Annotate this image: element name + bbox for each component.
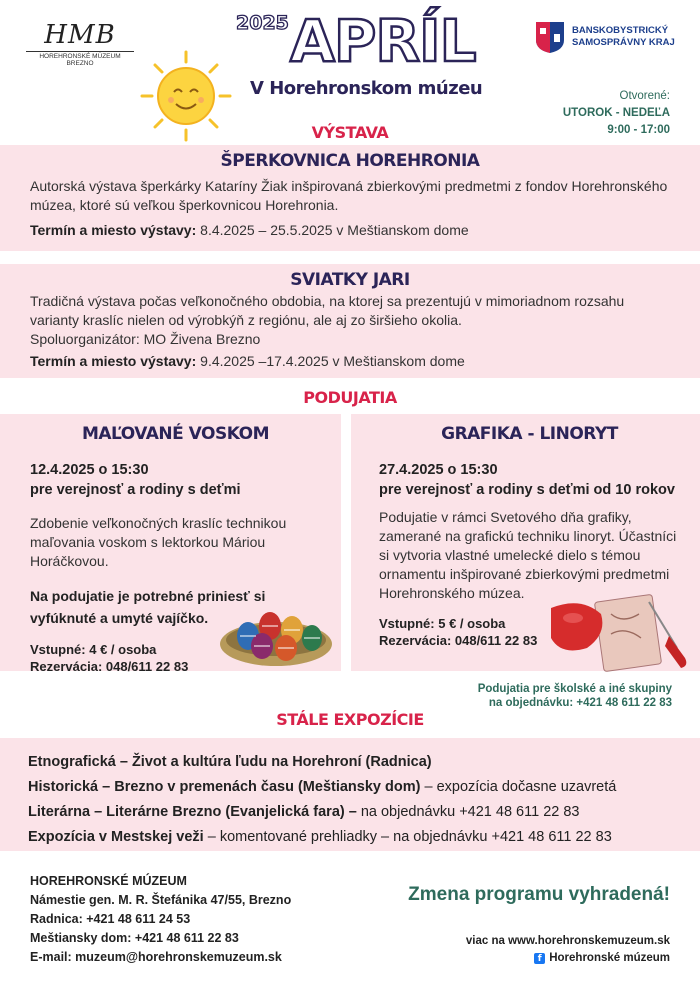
event-description: Podujatie v rámci Svetového dňa grafiky, zamerané na grafickú techniku linoryt. Účastníci si vytvoria vlastné umelecké dielo s témou ornamentu inšpirované zbierkovými predmetmi Horehronského múzea.	[379, 509, 677, 601]
phone-radnica: Radnica: +421 48 611 24 53	[30, 912, 191, 926]
month-title: APRÍL	[290, 7, 476, 75]
group-bookings-note	[478, 682, 672, 710]
event-note: Na podujatie je potrebné priniesť si vyfúknuté a umyté vajíčko.	[30, 588, 266, 626]
section-title-exhibition: VÝSTAVA	[311, 123, 389, 142]
section-title-permanent: STÁLE EXPOZÍCIE	[276, 710, 424, 729]
exhibition-card	[0, 145, 700, 251]
event-audience: pre verejnosť a rodiny s deťmi od 10 rokov	[379, 482, 675, 498]
event-reservation: Rezervácia: 048/611 22 83	[30, 659, 189, 674]
phone-mestiansky: Meštiansky dom: +421 48 611 22 83	[30, 931, 239, 945]
permanent-row-title: Expozícia v Mestskej veži	[28, 829, 204, 845]
logo-subtitle: HOREHRONSKÉ MÚZEUM BREZNO	[26, 51, 134, 67]
program-change-notice: Zmena programu vyhradená!	[408, 884, 670, 905]
opening-days: UTOROK - NEDEĽA	[562, 107, 670, 119]
year: 2025	[236, 12, 289, 34]
permanent-row	[28, 825, 616, 850]
event-reservation: Rezervácia: 048/611 22 83	[379, 633, 538, 648]
logo-mark: HMB	[44, 20, 116, 50]
group-bookings-line1: Podujatia pre školské a iné skupiny	[477, 683, 672, 695]
exhibition-description: Tradičná výstava počas veľkonočného obdobia, na ktorej sa prezentujú v mimoriadnom rozsahu varianty kraslíc nielen od výrobkýň z regiónu, ale aj zo širšieho okolia.	[30, 293, 625, 328]
exhibition-description: Autorská výstava šperkárky Kataríny Žiak inšpirovaná zbierkovými predmetmi z fondov Horehronského múzea, ktoré sú veľkou šperkovnicou Horehronia.	[30, 178, 668, 213]
term-label: Termín a miesto výstavy:	[30, 353, 197, 369]
permanent-row	[28, 750, 616, 775]
event-card-left	[0, 414, 341, 674]
exhibition-term	[30, 221, 670, 240]
linocut-tools-image	[541, 584, 691, 674]
facebook-label: Horehronské múzeum	[549, 952, 670, 964]
permanent-exhibitions-list	[28, 750, 616, 850]
permanent-row-detail: – expozícia dočasne uzavretá	[420, 779, 617, 795]
opening-label: Otvorené:	[619, 90, 670, 102]
group-bookings-line2: na objednávku: +421 48 611 22 83	[488, 697, 672, 709]
contact-block	[30, 872, 291, 967]
opening-times: 9:00 - 17:00	[607, 124, 670, 136]
event-price: Vstupné: 4 € / osoba	[30, 642, 157, 657]
exhibition-card	[0, 264, 700, 378]
exhibition-title: ŠPERKOVNICA HOREHRONIA	[220, 151, 480, 171]
museum-name: HOREHRONSKÉ MÚZEUM	[30, 874, 187, 888]
region-logo	[534, 20, 675, 54]
permanent-row-title: Historická – Brezno v premenách času (Meštiansky dom)	[28, 779, 421, 795]
event-description: Zdobenie veľkonočných kraslíc technikou maľovania voskom s lektorkou Máriou Horáčkovou.	[30, 515, 287, 569]
term-value: 9.4.2025 –17.4.2025 v Meštianskom dome	[196, 353, 465, 369]
facebook-link[interactable]	[534, 952, 670, 964]
permanent-row	[28, 775, 616, 800]
event-title: GRAFIKA - LINORYT	[441, 424, 618, 444]
exhibition-title: SVIATKY JARI	[290, 270, 410, 290]
event-card-right	[351, 414, 700, 671]
exhibition-term	[30, 352, 670, 371]
facebook-icon: f	[534, 953, 545, 964]
permanent-row-title: Etnografická – Život a kultúra ľudu na Horehroní (Radnica)	[28, 754, 432, 770]
museum-address: Námestie gen. M. R. Štefánika 47/55, Brezno	[30, 893, 292, 907]
region-name-line1: BANSKOBYSTRICKÝ	[572, 25, 669, 36]
term-value: 8.4.2025 – 25.5.2025 v Meštianskom dome	[196, 222, 469, 238]
page-subtitle: V Horehronskom múzeu	[250, 78, 483, 99]
event-price: Vstupné: 5 € / osoba	[379, 616, 506, 631]
event-date: 12.4.2025 o 15:30	[30, 462, 149, 478]
easter-eggs-basket-image	[218, 596, 334, 668]
contact-email: E-mail: muzeum@horehronskemuzeum.sk	[30, 950, 282, 964]
exhibition-coorganizer: Spoluorganizátor: MO Živena Brezno	[30, 331, 261, 347]
permanent-row-detail: – komentované prehliadky – na objednávku +421 48 611 22 83	[203, 829, 612, 845]
region-crest-icon	[534, 20, 566, 54]
section-title-events: PODUJATIA	[303, 388, 397, 407]
museum-logo	[26, 20, 134, 67]
event-audience: pre verejnosť a rodiny s deťmi	[30, 482, 241, 498]
permanent-row-title: Literárna – Literárne Brezno (Evanjelická fara) –	[28, 804, 357, 820]
event-title: MAĽOVANÉ VOSKOM	[81, 424, 270, 444]
region-name-line2: SAMOSPRÁVNY KRAJ	[572, 37, 675, 48]
permanent-row	[28, 800, 616, 825]
event-date: 27.4.2025 o 15:30	[379, 462, 498, 478]
permanent-row-detail: na objednávku +421 48 611 22 83	[356, 804, 580, 820]
website-link[interactable]: viac na www.horehronskemuzeum.sk	[465, 935, 670, 947]
term-label: Termín a miesto výstavy:	[30, 222, 197, 238]
